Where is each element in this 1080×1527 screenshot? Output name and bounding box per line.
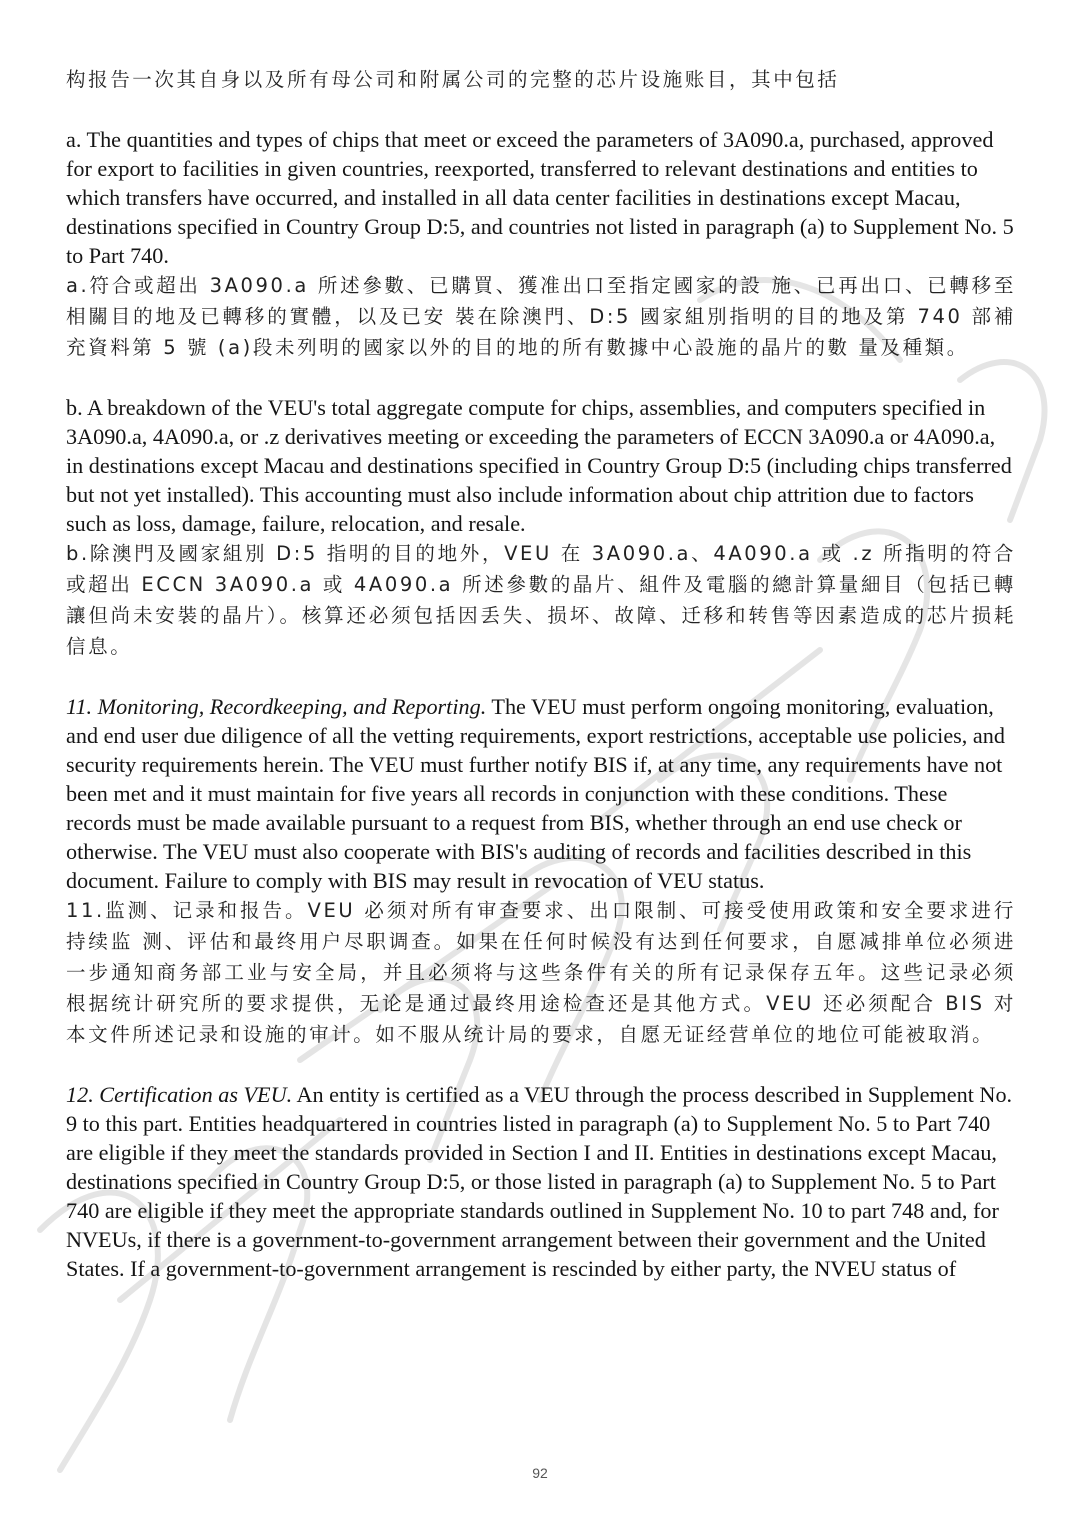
section-12-body: An entity is certified as a VEU through the process described in Supplement No. 9 to this part. Entities headquartered in countries listed in paragraph (a) to Supplement No. 5 to Part 740 are eligible if they meet the standards provided in Section I and II. Entities in destinations except Macau, destinations specified in Country Group D:5, or those listed in paragraph (a) to Supplement No. 5 to Part 740 are eligible if they meet the appropriate standards outlined in Supplement No. 10 to part 748 and, for NVEUs, if there is a government-to-government arrangement between their government and the United States. If a government-to-government arrangement is rescinded by either party, the NVEU status of (66, 1082, 1013, 1281)
section-11-zh: 11.监测、记录和报告。VEU 必须对所有审查要求、出口限制、可接受使用政策和安全要求进行持续监 测、评估和最终用户尽职调查。如果在任何时候没有达到任何要求，自愿减排单位必须进一步通知商务部工业与安全局，并且必须将与这些条件有关的所有记录保存五年。这些记录必须根据统计研究所的要求提供，无论是通过最终用途检查还是其他方式。VEU 还必须配合 BIS 对本文件所述记录和设施的审计。如不服从统计局的要求，自愿无证经营单位的地位可能被取消。 (66, 899, 1016, 1046)
item-b-zh: b.除澳門及國家組別 D:5 指明的目的地外，VEU 在 3A090.a、4A090.a 或 .z 所指明的符合或超出 ECCN 3A090.a 或 4A090.a 所述參數的晶片、組件及電腦的總計算量細目（包括已轉讓但尚未安裝的晶片）。核算还必须包括因丢失、损坏、故障、迁移和转售等因素造成的芯片损耗信息。 (66, 542, 1016, 658)
intro-zh-text: 构报告一次其自身以及所有母公司和附属公司的完整的芯片设施账目，其中包括 (66, 68, 840, 91)
section-12-title: 12. Certification as VEU. (66, 1082, 293, 1107)
section-11-body: The VEU must perform ongoing monitoring, evaluation, and end user due diligence of all the vetting requirements, export restrictions, acceptable use policies, and security requirements herein. The VEU must further notify BIS if, at any time, any requirements have not been met and it must maintain for five years all records in conjunction with these conditions. These records must be made available pursuant to a request from BIS, whether through an end use check or otherwise. The VEU must also cooperate with BIS's auditing of records and facilities described in this document. Failure to comply with BIS may result in revocation of VEU status. (66, 694, 1005, 893)
section-12-en (66, 1080, 1016, 1283)
document-page (66, 64, 1016, 1283)
item-a-en: a. The quantities and types of chips that meet or exceed the parameters of 3A090.a, purchased, approved for export to facilities in given countries, reexported, transferred to relevant destinations and entities to which transfers have occurred, and installed in all data center facilities in destinations except Macau, destinations specified in Country Group D:5, and countries not listed in paragraph (a) to Supplement No. 5 to Part 740. (66, 127, 1014, 268)
section-11-en (66, 692, 1016, 895)
page-number: 92 (532, 1465, 548, 1481)
section-11-title: 11. Monitoring, Recordkeeping, and Reporting. (66, 694, 487, 719)
item-a-zh: a.符合或超出 3A090.a 所述參數、已購買、獲准出口至指定國家的設 施、已再出口、已轉移至相關目的地及已轉移的實體，以及已安 裝在除澳門、D:5 國家組別指明的目的地及第 740 部補充資料第 5 號 (a)段未列明的國家以外的目的地的所有數據中心設施的晶片的數 量及種類。 (66, 274, 1016, 359)
item-b-en: b. A breakdown of the VEU's total aggregate compute for chips, assemblies, and computers specified in 3A090.a, 4A090.a, or .z derivatives meeting or exceeding the parameters of ECCN 3A090.a or 4A090.a, in destinations except Macau and destinations specified in Country Group D:5 (including chips transferred but not yet installed). This accounting must also include information about chip attrition due to factors such as loss, damage, failure, relocation, and resale. (66, 395, 1012, 536)
